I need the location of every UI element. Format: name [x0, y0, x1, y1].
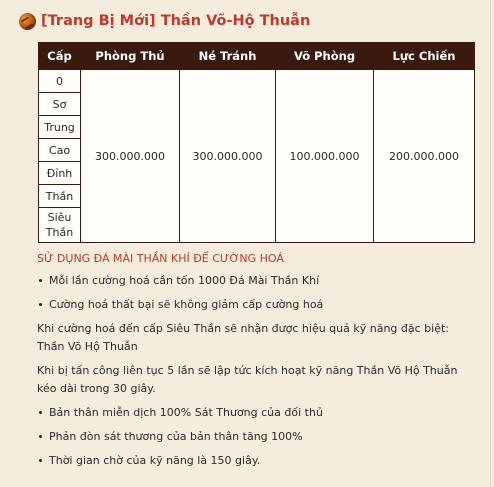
level-label: Cao [48, 143, 71, 157]
section-heading: SỬ DỤNG ĐÁ MÀI THẦN KHÍ ĐỂ CƯỜNG HOÁ [37, 252, 284, 265]
skill-trigger-paragraph: Khi bị tấn công liên tục 5 lần sẽ lập tức kích hoạt kỹ năng Thần Võ Hộ Thuẫn kéo dài trong 30 giây. [37, 364, 458, 395]
article-body [37, 252, 477, 476]
level-label: Đỉnh [46, 166, 73, 180]
table-row [39, 70, 475, 93]
header-ne-tranh: Né Tránh [180, 43, 276, 70]
value-ne-tranh: 300.000.000 [180, 70, 276, 243]
level-cell [39, 162, 81, 185]
list-item: Phản đòn sát thương của bản thân tăng 100% [37, 428, 477, 452]
level-label: Siêu Thần [45, 211, 74, 239]
level-cell [39, 208, 81, 243]
skill-effects-list [37, 404, 477, 476]
article-title: [Trang Bị Mới] Thần Võ-Hộ Thuẫn [41, 13, 311, 29]
header-vo-phong: Võ Phòng [276, 43, 374, 70]
header-phong-thu: Phòng Thủ [81, 43, 180, 70]
stats-table [38, 42, 475, 243]
level-cell [39, 185, 81, 208]
list-item: Mỗi lần cường hoá cần tốn 1000 Đá Mài Thần Khí [37, 272, 477, 296]
list-item: Bản thân miễn dịch 100% Sát Thương của đối thủ [37, 404, 477, 428]
list-item: Thời gian chờ của kỹ năng là 150 giây. [37, 452, 477, 476]
level-cell [39, 93, 81, 116]
value-luc-chien: 200.000.000 [374, 70, 475, 243]
header-cap: Cấp [39, 43, 81, 70]
value-phong-thu: 300.000.000 [81, 70, 180, 243]
table-header-row [39, 43, 475, 70]
value-vo-phong: 100.000.000 [276, 70, 374, 243]
level-cell [39, 70, 81, 93]
level-label: Trung [44, 120, 75, 134]
skill-unlock-paragraph: Khi cường hoá đến cấp Siêu Thần sẽ nhận được hiệu quả kỹ năng đặc biệt: Thần Võ Hộ Thuẫn [37, 322, 450, 353]
enhance-rules-list [37, 272, 477, 320]
header-luc-chien: Lực Chiến [374, 43, 475, 70]
level-label: 0 [56, 74, 63, 88]
article-title-row [19, 11, 310, 31]
level-cell [39, 116, 81, 139]
list-item: Cường hoá thất bại sẽ không giảm cấp cường hoá [37, 296, 477, 320]
level-cell [39, 139, 81, 162]
level-label: Sơ [52, 97, 67, 111]
bronze-shield-icon [19, 13, 36, 30]
level-label: Thần [45, 189, 74, 203]
